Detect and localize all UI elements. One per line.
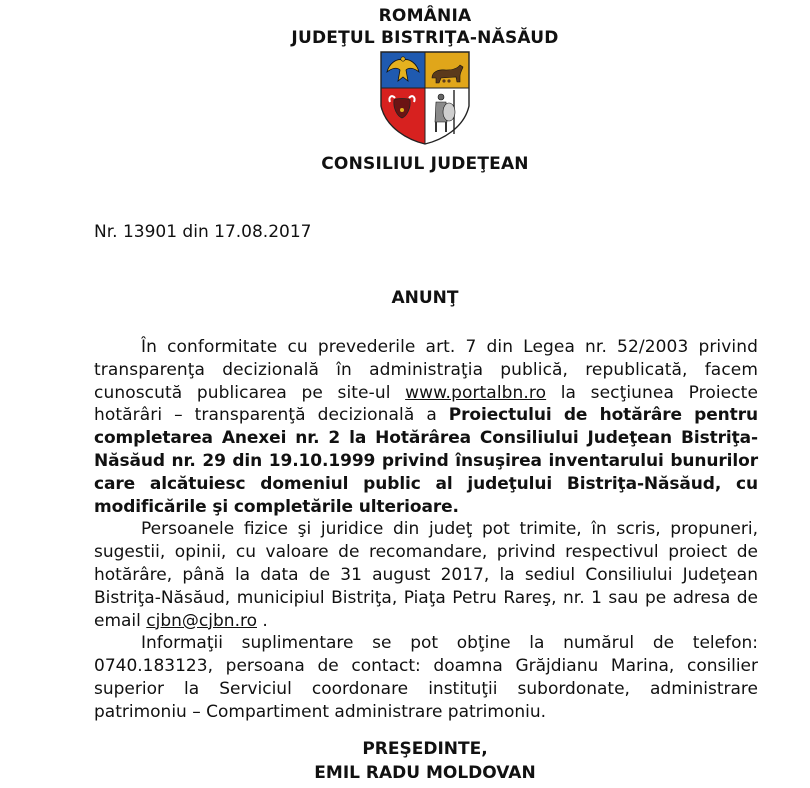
paragraph-submissions: Persoanele fizice şi juridice din judeţ pot trimite, în scris, propuneri, sugestii, opinii, cu valoare de recomandare, privind respectivul proiect de hotărâre, până la data de 31 august 2017, la sediul Consiliului Judeţean Bistriţa-Năsăud, municipiul Bistriţa, Piaţa Petru Rareş, nr. 1 sau pe adresa de email cjbn@cjbn.ro .	[94, 519, 758, 631]
paragraph-publication: În conformitate cu prevederile art. 7 din Legea nr. 52/2003 privind transparenţa decizională în administraţia publică, republicată, facem cunoscută publicarea pe site-ul www.portalbn.ro la secţiunea Proiecte hotărâri – transparenţă decizională a Proiectului de hotărâre pentru completarea Anexei nr. 2 la Hotărârea Consiliului Judeţean Bistriţa-Năsăud nr. 29 din 19.10.1999 privind însuşirea inventarului bunurilor care alcătuiesc domeniul public al judeţului Bistriţa-Năsăud, cu modificările şi completările ulterioare.	[94, 337, 758, 517]
signature-name: EMIL RADU MOLDOVAN	[314, 763, 536, 783]
paragraph-contact: Informaţii suplimentare se pot obţine la numărul de telefon: 0740.183123, persoana de contact: doamna Grăjdianu Marina, consilier superior la Serviciul coordonare instituţii subordonate, administrare patrimoniu – Compartiment administrare patrimoniu.	[94, 633, 758, 722]
announcement-body	[94, 336, 758, 724]
document-number: Nr. 13901 din 17.08.2017	[94, 222, 312, 242]
county-heading: JUDEŢUL BISTRIŢA-NĂSĂUD	[291, 28, 559, 48]
portal-link[interactable]: www.portalbn.ro	[405, 382, 547, 403]
project-title: Proiectului de hotărâre pentru completarea Anexei nr. 2 la Hotărârea Consiliului Judeţean Bistriţa-Năsăud nr. 29 din 19.10.1999 privind însuşirea inventarului bunurilor care alcătuiesc domeniul public al judeţului Bistriţa-Năsăud, cu modificările şi completările ulterioare.	[94, 405, 758, 517]
country-heading: ROMÂNIA	[378, 6, 472, 26]
document-title: ANUNŢ	[391, 288, 459, 308]
email-link[interactable]: cjbn@cjbn.ro	[146, 610, 257, 631]
signature-role: PREŞEDINTE,	[362, 739, 488, 759]
county-coat-of-arms	[378, 50, 472, 146]
institution-heading: CONSILIUL JUDEŢEAN	[321, 154, 529, 174]
